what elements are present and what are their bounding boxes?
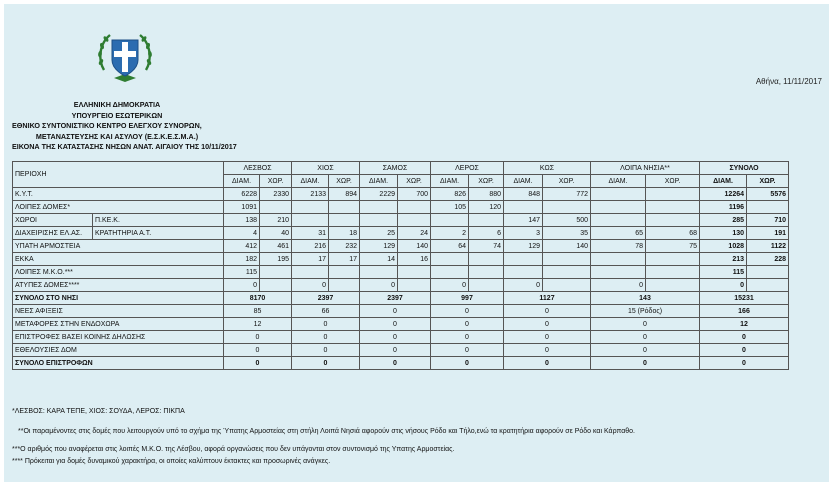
value-cell: 2330 xyxy=(260,188,292,201)
header-republic: ΕΛΛΗΝΙΚΗ ΔΗΜΟΚΡΑΤΙΑ xyxy=(73,100,161,109)
value-cell xyxy=(504,201,543,214)
sub-header: ΔΙΑΜ. xyxy=(591,175,646,188)
flow-cell: 0 xyxy=(591,331,700,344)
row-label: ΜΕΤΑΦΟΡΕΣ ΣΤΗΝ ΕΝΔΟΧΩΡΑ xyxy=(13,318,224,331)
total-cell: 1196 xyxy=(700,201,747,214)
value-cell: 74 xyxy=(469,240,504,253)
value-cell: 210 xyxy=(260,214,292,227)
flow-cell: 0 xyxy=(504,305,591,318)
value-cell xyxy=(646,279,700,292)
value-cell: 35 xyxy=(543,227,591,240)
flow-cell: 15 (Ρόδος) xyxy=(591,305,700,318)
total-cell: 115 xyxy=(700,266,747,279)
footnote-2: **Οι παραμένοντες στις δομές που λειτουργούν υπό το σχήμα της Ύπατης Αρμοστείας στη στήλη Λοιπά Νησιά αφορούν στις νήσους Ρόδο και Τήλο,ενώ τα κρατητήρια αφορούν σε Ρόδο και Κάρπαθο. xyxy=(18,428,635,435)
header-center: ΕΘΝΙΚΟ ΣΥΝΤΟΝΙΣΤΙΚΟ ΚΕΝΤΡΟ ΕΛΕΓΧΟΥ ΣΥΝΟΡΩΝ, xyxy=(12,121,202,131)
value-cell: 0 xyxy=(224,279,260,292)
value-cell: 31 xyxy=(292,227,329,240)
value-cell: 500 xyxy=(543,214,591,227)
value-cell xyxy=(469,266,504,279)
total-cell xyxy=(747,266,789,279)
flow-cell: 0 xyxy=(360,318,431,331)
value-cell xyxy=(329,214,360,227)
value-cell: 0 xyxy=(504,279,543,292)
row-label: ΣΥΝΟΛΟ ΕΠΙΣΤΡΟΦΩΝ xyxy=(13,357,224,370)
flow-cell: 0 xyxy=(591,357,700,370)
value-cell: 138 xyxy=(224,214,260,227)
group-header: ΣΑΜΟΣ xyxy=(360,162,431,175)
row-label: ΔΙΑΧΕΙΡΙΣΗΣ ΕΛ.ΑΣ. xyxy=(13,227,93,240)
flow-cell: 85 xyxy=(224,305,292,318)
flow-cell: 0 xyxy=(224,357,292,370)
sub-header: ΧΩΡ. xyxy=(646,175,700,188)
table-row xyxy=(13,201,789,214)
header-ministry: ΥΠΟΥΡΓΕΙΟ ΕΣΩΤΕΡΙΚΩΝ xyxy=(71,110,163,120)
value-cell: 0 xyxy=(431,279,469,292)
value-cell xyxy=(329,279,360,292)
sub-header: ΧΩΡ. xyxy=(543,175,591,188)
island-total-cell: 143 xyxy=(591,292,700,305)
value-cell: 2 xyxy=(431,227,469,240)
value-cell: 147 xyxy=(504,214,543,227)
row-label: ΣΥΝΟΛΟ ΣΤΟ ΝΗΣΙ xyxy=(13,292,224,305)
row-label: ΧΩΡΟΙ xyxy=(13,214,93,227)
total-cell: 1028 xyxy=(700,240,747,253)
flow-cell: 12 xyxy=(224,318,292,331)
value-cell: 412 xyxy=(224,240,260,253)
value-cell: 6 xyxy=(469,227,504,240)
flow-cell: 166 xyxy=(700,305,789,318)
value-cell xyxy=(431,266,469,279)
value-cell: 4 xyxy=(224,227,260,240)
value-cell xyxy=(398,279,431,292)
table-row xyxy=(13,188,789,201)
flow-cell: 12 xyxy=(700,318,789,331)
flow-cell: 0 xyxy=(360,357,431,370)
total-cell xyxy=(747,201,789,214)
table-row xyxy=(13,266,789,279)
value-cell: 120 xyxy=(469,201,504,214)
value-cell: 195 xyxy=(260,253,292,266)
group-header: ΛΕΡΟΣ xyxy=(431,162,504,175)
total-cell: 12264 xyxy=(700,188,747,201)
value-cell: 1091 xyxy=(224,201,260,214)
value-cell xyxy=(469,214,504,227)
flow-cell: 0 xyxy=(292,357,360,370)
group-header: ΚΩΣ xyxy=(504,162,591,175)
header-row-groups xyxy=(13,162,789,175)
value-cell xyxy=(329,201,360,214)
group-header: ΛΟΙΠΑ ΝΗΣΙΑ** xyxy=(591,162,700,175)
row-label: ΛΟΙΠΕΣ Μ.Κ.Ο.*** xyxy=(13,266,224,279)
island-total-row xyxy=(13,292,789,305)
value-cell xyxy=(398,214,431,227)
value-cell: 17 xyxy=(292,253,329,266)
value-cell: 14 xyxy=(360,253,398,266)
flow-row xyxy=(13,331,789,344)
row-label: ΚΡΑΤΗΤΗΡΙΑ Α.Τ. xyxy=(93,227,224,240)
row-label: ΥΠΑΤΗ ΑΡΜΟΣΤΕΙΑ xyxy=(13,240,224,253)
flow-cell: 0 xyxy=(431,318,504,331)
sub-header: ΔΙΑΜ. xyxy=(224,175,260,188)
row-label: ΑΤΥΠΕΣ ΔΟΜΕΣ**** xyxy=(13,279,224,292)
value-cell: 25 xyxy=(360,227,398,240)
value-cell: 140 xyxy=(543,240,591,253)
value-cell xyxy=(543,279,591,292)
sub-header: ΧΩΡ. xyxy=(469,175,504,188)
flow-cell: 0 xyxy=(504,357,591,370)
island-total-cell: 2397 xyxy=(292,292,360,305)
island-total-cell: 2397 xyxy=(360,292,431,305)
row-label: Κ.Υ.Τ. xyxy=(13,188,224,201)
flow-cell: 0 xyxy=(504,344,591,357)
sub-header: ΧΩΡ. xyxy=(747,175,789,188)
flow-cell: 0 xyxy=(360,305,431,318)
sub-header: ΧΩΡ. xyxy=(329,175,360,188)
row-label: ΕΠΙΣΤΡΟΦΕΣ ΒΑΣΕΙ ΚΟΙΝΗΣ ΔΗΛΩΣΗΣ xyxy=(13,331,224,344)
value-cell: 16 xyxy=(398,253,431,266)
total-cell: 5576 xyxy=(747,188,789,201)
value-cell xyxy=(260,279,292,292)
value-cell: 848 xyxy=(504,188,543,201)
value-cell xyxy=(360,266,398,279)
footnote-1: *ΛΕΣΒΟΣ: ΚΑΡΑ ΤΕΠΕ, ΧΙΟΣ: ΣΟΥΔΑ, ΛΕΡΟΣ: ΠΙΚΠΑ xyxy=(12,408,185,415)
value-cell: 0 xyxy=(591,279,646,292)
value-cell xyxy=(398,266,431,279)
value-cell: 17 xyxy=(329,253,360,266)
group-header: ΧΙΟΣ xyxy=(292,162,360,175)
value-cell: 2133 xyxy=(292,188,329,201)
document-page xyxy=(4,4,829,482)
value-cell xyxy=(360,201,398,214)
flow-cell: 0 xyxy=(431,357,504,370)
flow-cell: 0 xyxy=(224,331,292,344)
value-cell: 140 xyxy=(398,240,431,253)
flow-row xyxy=(13,305,789,318)
value-cell xyxy=(329,266,360,279)
row-label: ΕΚΚΑ xyxy=(13,253,224,266)
value-cell xyxy=(360,214,398,227)
sub-header: ΧΩΡ. xyxy=(260,175,292,188)
value-cell xyxy=(504,253,543,266)
value-cell: 24 xyxy=(398,227,431,240)
value-cell xyxy=(591,266,646,279)
flow-cell: 0 xyxy=(700,331,789,344)
total-cell: 0 xyxy=(700,279,747,292)
sub-header: ΔΙΑΜ. xyxy=(360,175,398,188)
flow-cell: 0 xyxy=(504,331,591,344)
value-cell: 232 xyxy=(329,240,360,253)
total-cell: 191 xyxy=(747,227,789,240)
island-total-cell: 8170 xyxy=(224,292,292,305)
value-cell xyxy=(260,266,292,279)
document-header xyxy=(4,100,304,153)
value-cell xyxy=(591,201,646,214)
flow-cell: 0 xyxy=(292,331,360,344)
value-cell: 0 xyxy=(292,279,329,292)
total-cell: 213 xyxy=(700,253,747,266)
flow-cell: 0 xyxy=(700,344,789,357)
value-cell: 6228 xyxy=(224,188,260,201)
value-cell xyxy=(646,188,700,201)
value-cell xyxy=(646,201,700,214)
flow-cell: 0 xyxy=(360,344,431,357)
table-row xyxy=(13,240,789,253)
value-cell: 0 xyxy=(360,279,398,292)
total-cell: 130 xyxy=(700,227,747,240)
flow-row xyxy=(13,357,789,370)
value-cell: 115 xyxy=(224,266,260,279)
islands-status-table xyxy=(12,161,789,370)
value-cell xyxy=(260,201,292,214)
table-row xyxy=(13,227,789,240)
sub-header: ΧΩΡ. xyxy=(398,175,431,188)
value-cell xyxy=(504,266,543,279)
value-cell: 129 xyxy=(504,240,543,253)
sub-header: ΔΙΑΜ. xyxy=(431,175,469,188)
value-cell: 826 xyxy=(431,188,469,201)
region-header: ΠΕΡΙΟΧΗ xyxy=(13,162,224,188)
value-cell xyxy=(543,253,591,266)
value-cell: 105 xyxy=(431,201,469,214)
group-header: ΣΥΝΟΛΟ xyxy=(700,162,789,175)
header-center-2: ΜΕΤΑΝΑΣΤΕΥΣΗΣ ΚΑΙ ΑΣΥΛΟΥ (Ε.Σ.Κ.Ε.Σ.Μ.Α.) xyxy=(35,131,199,141)
total-cell: 1122 xyxy=(747,240,789,253)
value-cell: 18 xyxy=(329,227,360,240)
total-cell: 285 xyxy=(700,214,747,227)
table-row xyxy=(13,214,789,227)
island-total-cell: 15231 xyxy=(700,292,789,305)
value-cell xyxy=(469,253,504,266)
value-cell xyxy=(646,214,700,227)
row-label: ΝΕΕΣ ΑΦΙΞΕΙΣ xyxy=(13,305,224,318)
total-cell: 710 xyxy=(747,214,789,227)
value-cell xyxy=(292,214,329,227)
flow-cell: 0 xyxy=(431,305,504,318)
flow-cell: 0 xyxy=(431,331,504,344)
group-header: ΛΕΣΒΟΣ xyxy=(224,162,292,175)
value-cell xyxy=(292,201,329,214)
flow-cell: 0 xyxy=(591,318,700,331)
value-cell xyxy=(292,266,329,279)
value-cell xyxy=(591,188,646,201)
flow-cell: 0 xyxy=(292,344,360,357)
row-label: ΛΟΙΠΕΣ ΔΟΜΕΣ* xyxy=(13,201,224,214)
flow-cell: 0 xyxy=(504,318,591,331)
value-cell xyxy=(646,266,700,279)
value-cell: 894 xyxy=(329,188,360,201)
row-label: ΕΘΕΛΟΥΣΙΕΣ ΔΟΜ xyxy=(13,344,224,357)
flow-cell: 0 xyxy=(431,344,504,357)
value-cell: 3 xyxy=(504,227,543,240)
total-cell: 228 xyxy=(747,253,789,266)
flow-row xyxy=(13,318,789,331)
value-cell: 75 xyxy=(646,240,700,253)
value-cell: 65 xyxy=(591,227,646,240)
footnote-3: ***Ο αριθμός που αναφέρεται στις λοιπές Μ.Κ.Ο. της Λέσβου, αφορά οργανώσεις που δεν υπάγονται στον συντονισμό της Υπατης Αρμοστείας. xyxy=(12,446,455,453)
row-label: Π.ΚΕ.Κ. xyxy=(93,214,224,227)
value-cell xyxy=(431,253,469,266)
island-total-cell: 997 xyxy=(431,292,504,305)
footnote-4: **** Πρόκειται για δομές δυναμικού χαρακτήρα, οι οποίες καλύπτουν έκτακτες και προσωρινές ανάγκες. xyxy=(12,458,331,465)
value-cell xyxy=(398,201,431,214)
value-cell: 772 xyxy=(543,188,591,201)
value-cell: 461 xyxy=(260,240,292,253)
value-cell xyxy=(469,279,504,292)
value-cell: 129 xyxy=(360,240,398,253)
value-cell xyxy=(646,253,700,266)
sub-header: ΔΙΑΜ. xyxy=(700,175,747,188)
document-date: Αθήνα, 11/11/2017 xyxy=(755,77,822,86)
value-cell: 880 xyxy=(469,188,504,201)
flow-cell: 0 xyxy=(700,357,789,370)
flow-cell: 66 xyxy=(292,305,360,318)
table-row xyxy=(13,253,789,266)
value-cell xyxy=(543,201,591,214)
flow-cell: 0 xyxy=(224,344,292,357)
value-cell: 78 xyxy=(591,240,646,253)
value-cell xyxy=(591,214,646,227)
value-cell: 40 xyxy=(260,227,292,240)
header-report-title: ΕΙΚΟΝΑ ΤΗΣ ΚΑΤΑΣΤΑΣΗΣ ΝΗΣΩΝ ΑΝΑΤ. ΑΙΓΑΙΟΥ ΤΗΣ 10/11/2017 xyxy=(12,142,237,152)
total-cell xyxy=(747,279,789,292)
value-cell xyxy=(431,214,469,227)
value-cell xyxy=(543,266,591,279)
flow-cell: 0 xyxy=(360,331,431,344)
value-cell: 64 xyxy=(431,240,469,253)
sub-header: ΔΙΑΜ. xyxy=(504,175,543,188)
table-row xyxy=(13,279,789,292)
value-cell: 216 xyxy=(292,240,329,253)
value-cell: 182 xyxy=(224,253,260,266)
greek-republic-emblem xyxy=(92,24,158,90)
value-cell xyxy=(591,253,646,266)
flow-row xyxy=(13,344,789,357)
flow-cell: 0 xyxy=(292,318,360,331)
value-cell: 2229 xyxy=(360,188,398,201)
island-total-cell: 1127 xyxy=(504,292,591,305)
value-cell: 68 xyxy=(646,227,700,240)
value-cell: 700 xyxy=(398,188,431,201)
sub-header: ΔΙΑΜ. xyxy=(292,175,329,188)
flow-cell: 0 xyxy=(591,344,700,357)
